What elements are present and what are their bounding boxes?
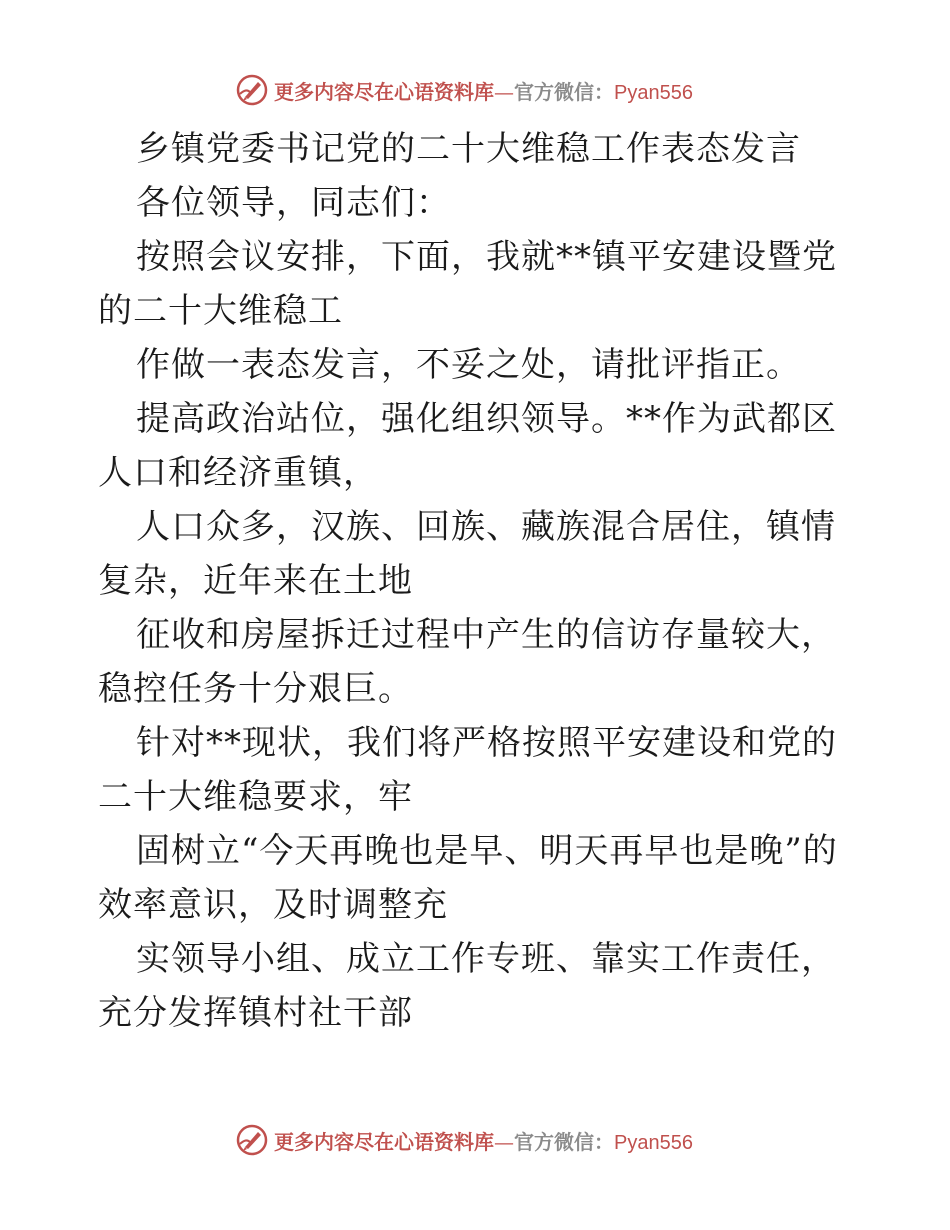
paragraph-8: 固树立“今天再晚也是早、明天再早也是晚”的效率意识，及时调整充: [98, 831, 838, 925]
paragraph-3: 作做一表态发言，不妥之处，请批评指正。: [136, 345, 801, 385]
watermark-text: [274, 1126, 693, 1155]
header-watermark: [236, 70, 693, 110]
watermark-wechat-handle: Pyan556: [614, 81, 693, 104]
watermark-dash: —: [494, 79, 514, 104]
paragraph-1: 各位领导，同志们：: [136, 183, 451, 223]
footer-watermark: [236, 1120, 693, 1160]
document-body: [98, 122, 858, 1040]
watermark-wechat-handle: Pyan556: [614, 1131, 693, 1154]
watermark-wechat-label: 官方微信：: [514, 1129, 614, 1154]
watermark-site-name: 更多内容尽在心语资料库: [274, 79, 494, 104]
quill-pen-logo-icon: [236, 1124, 268, 1156]
watermark-site-name: 更多内容尽在心语资料库: [274, 1129, 494, 1154]
paragraph-7: 针对**现状，我们将严格按照平安建设和党的二十大维稳要求，牢: [98, 723, 837, 817]
paragraph-6: 征收和房屋拆迁过程中产生的信访存量较大，稳控任务十分艰巨。: [98, 615, 836, 709]
watermark-text: [274, 76, 693, 105]
quill-pen-logo-icon: [236, 74, 268, 106]
paragraph-5: 人口众多，汉族、回族、藏族混合居住，镇情复杂，近年来在土地: [98, 507, 836, 601]
paragraph-9: 实领导小组、成立工作专班、靠实工作责任，充分发挥镇村社干部: [98, 939, 836, 1033]
paragraph-4: 提高政治站位，强化组织领导。**作为武都区人口和经济重镇，: [98, 399, 837, 493]
watermark-dash: —: [494, 1129, 514, 1154]
document-title: 乡镇党委书记党的二十大维稳工作表态发言: [136, 129, 801, 169]
paragraph-2: 按照会议安排，下面，我就**镇平安建设暨党的二十大维稳工: [98, 237, 837, 331]
watermark-wechat-label: 官方微信：: [514, 79, 614, 104]
